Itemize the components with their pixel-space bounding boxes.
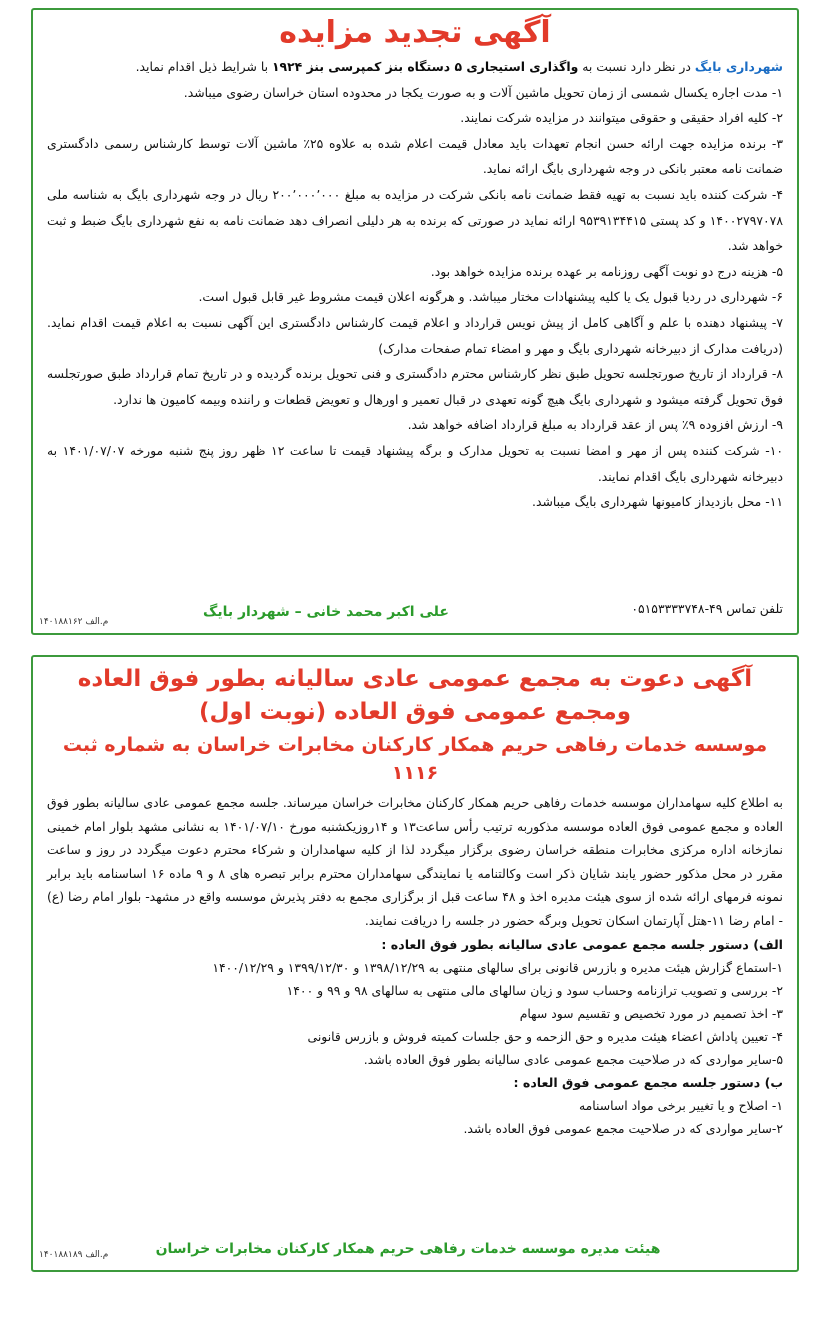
notice-title: آگهی تجدید مزایده — [279, 15, 551, 50]
phone-number: تلفن تماس ۴۹-۰۵۱۵۳۳۳۳۷۴۸ — [631, 601, 783, 616]
agenda-item: ۱-استماع گزارش هیئت مدیره و بازرس قانونی برای سالهای منتهی به ۱۳۹۸/۱۲/۲۹ و ۱۳۹۹/۱۲/۳۰ و ۱۴۰۰/۱۲/۲۹ — [212, 959, 783, 975]
notice-title-line2: ومجمع عمومی فوق العاده (نوبت اول) — [198, 699, 632, 725]
intro-mid: در نظر دارد نسبت به — [578, 59, 695, 74]
board-signature: هیئت مدیره موسسه خدمات رفاهی حریم همکار کارکنان مخابرات خراسان — [155, 1241, 661, 1257]
condition-item: ۲- کلیه افراد حقیقی و حقوقی میتوانند در مزایده شرکت نمایند. — [460, 110, 783, 126]
condition-item: ۵- هزینه درج دو نوبت آگهی روزنامه بر عهده برنده مزایده خواهد بود. — [430, 263, 783, 279]
invitation-body: به اطلاع کلیه سهامداران موسسه خدمات رفاهی حریم همکار کارکنان مخابرات خراسان میرساند. جلسه مجمع عمومی عادی سالیانه بطور فوق العاده و مجمع عمومی فوق العاده موسسه مذکوربه ترتیب رأس ساعت۱۳ و ۱۴روزیکشنبه مورخ ۱۴۰۱/۰۷/۱۰ به نشانی مشهد بلوار امام خمینی نمازخانه اداره مرکزی مخابرات منطقه خراسان رضوی برگزار میگردد لذا از کلیه سهامداران و شرکاء محترم دعوت میگردد در روز و ساعت مقرر در محل مذکور حضور یابند شایان ذکر است وکالتنامه یا نمایندگی سهامداران محترم برابر تبصره های ۸ و ۹ ماده ۱۶ اساسنامه باید برابر نمونه فرمهای ارائه شده از سوی هیئت مدیره اخذ و ۴۸ ساعت قبل از برگزاری مجمع به دفتر پذیرش موسسه واقع در مشهد- بلوار امام رضا (ع) - امام رضا ۱۱-هتل آپارتمان اسکان تحویل وبرگه حضور در جلسه را دریافت نمایند. — [47, 795, 783, 928]
condition-item: ۱۱- محل بازدیداز کامیونها شهرداری بایگ میباشد. — [532, 494, 783, 510]
section-a-title: الف) دستور جلسه مجمع عمومی عادی سالیانه بطور فوق العاده : — [381, 936, 783, 952]
intro-bold: واگذاری استیجاری ۵ دستگاه بنز کمپرسی بنز ۱۹۲۴ — [271, 59, 579, 74]
section-b-title: ب) دستور جلسه مجمع عمومی فوق العاده : — [513, 1074, 783, 1090]
intro-end: با شرایط ذیل اقدام نماید. — [135, 59, 272, 74]
condition-item: ۸- قرارداد از تاریخ صورتجلسه تحویل طبق نظر کارشناس محترم دادگستری و فنی تحویل برنده گردیده و در تاریخ تمام قرارداد طبق صورتجلسه فوق تحویل گرفته میشود و شهرداری بایگ هیچ گونه تعهدی در قبال تعمیر و اورهال و تعویض قطعات و راننده وبیمه کامیون ها ندارد. — [47, 366, 783, 407]
notice-footer — [33, 601, 783, 627]
notice-footer — [33, 1238, 783, 1262]
mayor-signature: علی اکبر محمد خانی – شهردار بایگ — [203, 604, 449, 620]
notice-title-line3: موسسه خدمات رفاهی حریم همکار کارکنان مخابرات خراسان به شماره ثبت ۱۱۱۶ — [62, 734, 768, 784]
agenda-item: ۱- اصلاح و یا تغییر برخی مواد اساسنامه — [578, 1097, 783, 1113]
condition-item: ۱۰- شرکت کننده پس از مهر و امضا نسبت به تحویل مدارک و برگه پیشنهاد قیمت تا ساعت ۱۲ ظهر روز پنج شنبه مورخه ۱۴۰۱/۰۷/۰۷ به دبیرخانه شهرداری بایگ اقدام نمایند. — [47, 442, 784, 484]
notice-code: ۱۴۰۱۸۸۱۸۹ م.الف — [39, 1250, 109, 1260]
agenda-item: ۵-سایر مواردی که در صلاحیت مجمع عمومی عادی سالیانه بطور فوق العاده باشد. — [363, 1051, 783, 1067]
condition-item: ۶- شهرداری در ردیا قبول یک یا کلیه پیشنهادات مختار میباشد. و هرگونه اعلان قیمت مشروط غیر قابل قبول است. — [198, 289, 783, 305]
agenda-item: ۲-سایر مواردی که در صلاحیت مجمع عمومی فوق العاده باشد. — [463, 1120, 783, 1136]
agenda-item: ۲- بررسی و تصویب ترازنامه وحساب سود و زیان سالهای مالی منتهی به سالهای ۹۸ و ۹۹ و ۱۴۰۰ — [286, 982, 783, 998]
condition-item: ۷- پیشنهاد دهنده با علم و آگاهی کامل از پیش نویس قرارداد و اعلام قیمت کارشناس دادگستری این آگهی نسبت به اعلام قیمت اقدام نماید. (دریافت مدارک از دبیرخانه شهرداری بایگ و مهر و امضاء تمام صفحات مدارک) — [47, 314, 783, 356]
condition-item: ۳- برنده مزایده جهت ارائه حسن انجام تعهدات باید معادل قیمت اعلام شده به علاوه ۲۵٪ ماشین آلات توسط کارشناس رسمی دادگستری ضمانت نامه معتبر بانکی در وجه شهرداری بایگ ارائه نماید. — [47, 135, 783, 177]
condition-item: ۴- شرکت کننده باید نسبت به تهیه فقط ضمانت نامه بانکی شرکت در مزایده به مبلغ ۲۰۰٬۰۰۰٬۰۰۰ ریال در وجه شهرداری بایگ به شناسه ملی ۱۴۰۰۲۷۹۷۰۷۸ و کد پستی ۹۵۳۹۱۳۴۴۱۵ ارائه نماید در صورتی که برنده به هر دلیلی انصراف دهد ضمانت نامه به نفع شهرداری بایگ ضبط و ثبت خواهد شد. — [47, 186, 783, 254]
section-a-list — [47, 956, 783, 1071]
assembly-invitation-notice — [31, 655, 799, 1272]
auction-notice — [31, 8, 799, 635]
notice-intro — [47, 54, 783, 80]
agenda-item: ۴- تعیین پاداش اعضاء هیئت مدیره و حق الزحمه و حق جلسات کمیته فروش و بازرس قانونی — [307, 1028, 783, 1044]
condition-item: ۹- ارزش افزوده ۹٪ پس از عقد قرارداد به مبلغ قرارداد اضافه خواهد شد. — [407, 417, 783, 433]
section-b-list — [47, 1094, 783, 1140]
auction-conditions-list — [47, 80, 783, 515]
agenda-item: ۳- اخذ تصمیم در مورد تخصیص و تقسیم سود سهام — [519, 1005, 783, 1021]
intro-org: شهرداری بایگ — [694, 59, 783, 74]
condition-item: ۱- مدت اجاره یکسال شمسی از زمان تحویل ماشین آلات و به صورت یکجا در محدوده استان خراسان رضوی میباشد. — [183, 84, 783, 100]
notice-title-line1: آگهی دعوت به مجمع عمومی عادی سالیانه بطور فوق العاده — [77, 666, 753, 692]
notice-code: ۱۴۰۱۸۸۱۶۲ م.الف — [39, 617, 109, 627]
